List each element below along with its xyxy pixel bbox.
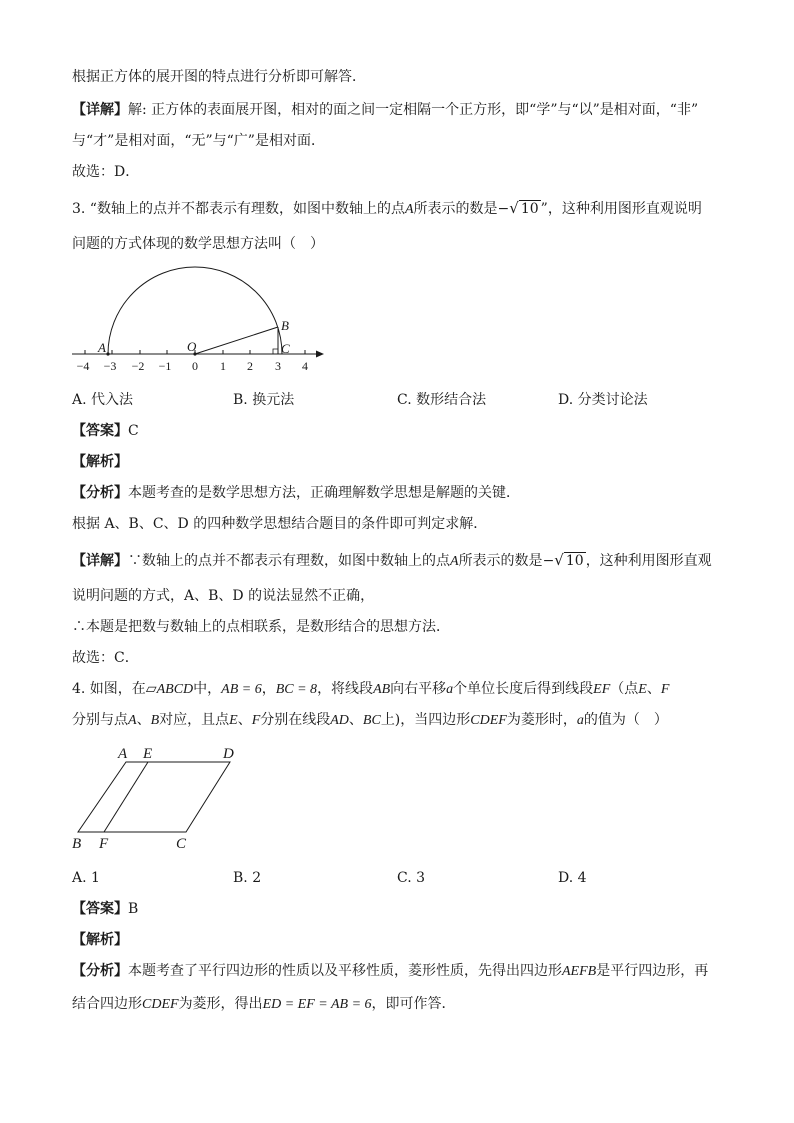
q3-detail-a: ∵数轴上的点并不都表示有理数，如图中数轴上的点	[128, 553, 450, 569]
right-angle-mark	[273, 349, 278, 354]
q4-analysis-tag	[72, 930, 128, 950]
q4-parallelogram-symbol: ▱	[145, 681, 157, 697]
tick-label-neg2: −2	[131, 359, 145, 373]
q4-ef: EF	[593, 682, 611, 697]
q3-detail-line-3: ∴本题是把数与数轴上的点相联系，是数形结合的思想方法．	[72, 619, 450, 635]
prev-detail-text: 解: 正方体的表面展开图，相对的面之间一定相隔一个正方形，即“学”与“以”是相对面，“非”	[128, 102, 699, 118]
label-b: B	[281, 318, 289, 333]
q4-stem-e: 个单位长度后得到线段	[453, 681, 594, 697]
q3-fenxi-line-1	[72, 483, 520, 503]
q4-fenxi-l2-b: 为菱形，得出	[178, 996, 263, 1012]
prev-detail-line-1	[72, 100, 698, 120]
q4-cdef: CDEF	[470, 713, 507, 728]
q4-analysis-tag-text: 【解析】	[72, 932, 128, 948]
q4-l2-d: 上)，当四边形	[380, 712, 471, 728]
q3-detail-tag: 【详解】	[72, 553, 128, 569]
q4-a: a	[446, 682, 454, 697]
q3-detail-c: ，这种利用图形直观	[585, 553, 712, 569]
prev-choose: 故选：D．	[72, 164, 140, 180]
q4-l2-b: 对应，且点	[159, 712, 230, 728]
q4-fenxi-aefb: AEFB	[562, 964, 597, 979]
q4-pb: B	[150, 713, 160, 728]
q4-option-c: C. 3	[397, 870, 426, 886]
label-a: A	[118, 746, 128, 762]
q3-minus: −	[497, 201, 510, 217]
tick-label-2: 2	[247, 359, 253, 373]
q3-stem-line-1: 3. “数轴上的点并不都表示有理数，如图中数轴上的点A所表示的数是−√ 10 ”，这种利用图形直观说明	[72, 199, 702, 217]
q4-option-b: B. 2	[233, 870, 262, 886]
q4-answer-value: B	[128, 901, 139, 917]
q3-detail-point-a: A	[450, 554, 459, 569]
label-b: B	[72, 836, 82, 852]
q4-pf: F	[251, 713, 261, 728]
q3-stem-a: 3. “数轴上的点并不都表示有理数，如图中数轴上的点	[72, 201, 405, 217]
q4-pa: A	[128, 713, 137, 728]
q4-abcd: ABCD	[156, 682, 194, 697]
q3-detail-b: 所表示的数是	[458, 553, 543, 569]
tick-label-neg1: −1	[158, 359, 172, 373]
q4-stem-d: 向右平移	[390, 681, 447, 697]
q4-stem-b: 中，	[193, 681, 222, 697]
q4-stem-line-2	[72, 710, 668, 731]
number-line-figure	[66, 266, 336, 376]
q4-fenxi-b: 是平行四边形，再	[596, 963, 709, 979]
q4-e: E	[638, 682, 647, 697]
q4-fenxi-a: 本题考查了平行四边形的性质以及平移性质，菱形性质，先得出四边形	[128, 963, 562, 979]
q3-detail-minus: −	[542, 553, 555, 569]
q3-answer-tag: 【答案】	[72, 423, 128, 439]
q3-fenxi-tag: 【分析】	[72, 485, 128, 501]
q4-stem-a: 4. 如图，在	[72, 681, 146, 697]
tick-label-3: 3	[275, 359, 281, 373]
q3-point-a: A	[404, 202, 414, 217]
q3-option-b: B. 换元法	[233, 392, 295, 408]
q4-bc-eq: BC = 8	[275, 682, 318, 697]
segment-ef	[104, 762, 148, 832]
label-o: O	[187, 339, 197, 354]
q3-choose: 故选：C．	[72, 650, 139, 666]
q4-stem-line-1	[72, 679, 669, 700]
tick-label-4: 4	[302, 359, 308, 373]
q4-ad: AD	[330, 713, 349, 728]
q4-fenxi-l2-c: ，即可作答．	[371, 996, 456, 1012]
label-f: F	[99, 836, 109, 852]
q4-stem-f: （点	[610, 681, 639, 697]
q4-l2-f: 的值为（ ）	[583, 712, 668, 728]
q4-l2-a: 分别与点	[72, 712, 128, 728]
q4-stem-c: ，将线段	[317, 681, 374, 697]
q4-dun-2: 、	[136, 712, 151, 728]
q4-fenxi-line-2	[72, 994, 456, 1015]
q4-option-a: A. 1	[72, 870, 100, 886]
prev-detail-line-2: 与“才”是相对面，“无”与“广”是相对面．	[72, 133, 325, 149]
segment-ob	[195, 327, 278, 354]
label-c: C	[176, 836, 187, 852]
q3-stem-b: 所表示的数是	[413, 201, 498, 217]
q3-analysis-tag	[72, 452, 128, 472]
axis-arrow	[316, 351, 324, 358]
q4-dun-4: 、	[348, 712, 363, 728]
label-a: A	[98, 340, 106, 355]
q4-fenxi-l2-a: 结合四边形	[72, 996, 142, 1012]
point-a-dot	[106, 352, 109, 355]
q4-l2-c: 分别在线段	[260, 712, 331, 728]
q4-fenxi-line-1	[72, 961, 708, 982]
q4-fenxi-cdef: CDEF	[142, 997, 179, 1012]
q4-sep: ，	[261, 681, 276, 697]
tick-label-0: 0	[192, 359, 198, 373]
q4-answer-tag: 【答案】	[72, 901, 128, 917]
q4-bc: BC	[362, 713, 381, 728]
q4-ab: AB	[373, 682, 391, 697]
q4-ab-eq: AB = 6	[221, 682, 262, 697]
tick-label-neg3: −3	[103, 359, 117, 373]
prev-detail-tag: 【详解】	[72, 102, 128, 118]
parallelogram-abcd	[78, 762, 230, 832]
label-d: D	[223, 746, 234, 762]
q4-f: F	[660, 682, 670, 697]
parallelogram-figure	[66, 742, 246, 854]
q3-fenxi-line-2: 根据 A、B、C、D 的四种数学思想结合题目的条件即可判定求解．	[72, 516, 488, 532]
q4-answer	[72, 899, 138, 919]
q4-fenxi-tag: 【分析】	[72, 963, 128, 979]
q4-fenxi-eq: ED = EF = AB = 6	[262, 997, 372, 1012]
q3-option-c: C. 数形结合法	[397, 392, 487, 408]
tick-label-1: 1	[220, 359, 226, 373]
label-c: C	[281, 341, 290, 356]
q4-a-2: a	[576, 713, 584, 728]
q3-stem-c: ”，这种利用图形直观说明	[540, 201, 702, 217]
q3-sqrt-value: 10	[520, 201, 539, 217]
q4-pe: E	[229, 713, 238, 728]
label-e: E	[143, 746, 153, 762]
q3-answer-value: C	[128, 423, 139, 439]
q4-dun-3: 、	[237, 712, 252, 728]
q4-option-d: D. 4	[558, 870, 587, 886]
q4-l2-e: 为菱形时，	[506, 712, 577, 728]
q3-option-a: A. 代入法	[72, 392, 134, 408]
q3-fenxi-text: 本题考查的是数学思想方法，正确理解数学思想是解题的关键．	[128, 485, 520, 501]
q3-option-d: D. 分类讨论法	[558, 392, 648, 408]
q3-analysis-tag-text: 【解析】	[72, 454, 128, 470]
q3-answer	[72, 421, 139, 441]
q3-detail-line-2: 说明问题的方式，A、B、D 的说法显然不正确，	[72, 588, 375, 604]
q4-dun-1: 、	[646, 681, 661, 697]
prev-analysis-line: 根据正方体的展开图的特点进行分析即可解答．	[72, 69, 366, 85]
q3-detail-sqrt-value: 10	[565, 553, 584, 569]
tick-label-neg4: −4	[76, 359, 90, 373]
q3-stem-line-2: 问题的方式体现的数学思想方法叫（ ）	[72, 236, 324, 252]
q3-detail-line-1: 【详解】∵数轴上的点并不都表示有理数，如图中数轴上的点A所表示的数是−√ 10 ，这种利用图形直观	[72, 551, 712, 569]
